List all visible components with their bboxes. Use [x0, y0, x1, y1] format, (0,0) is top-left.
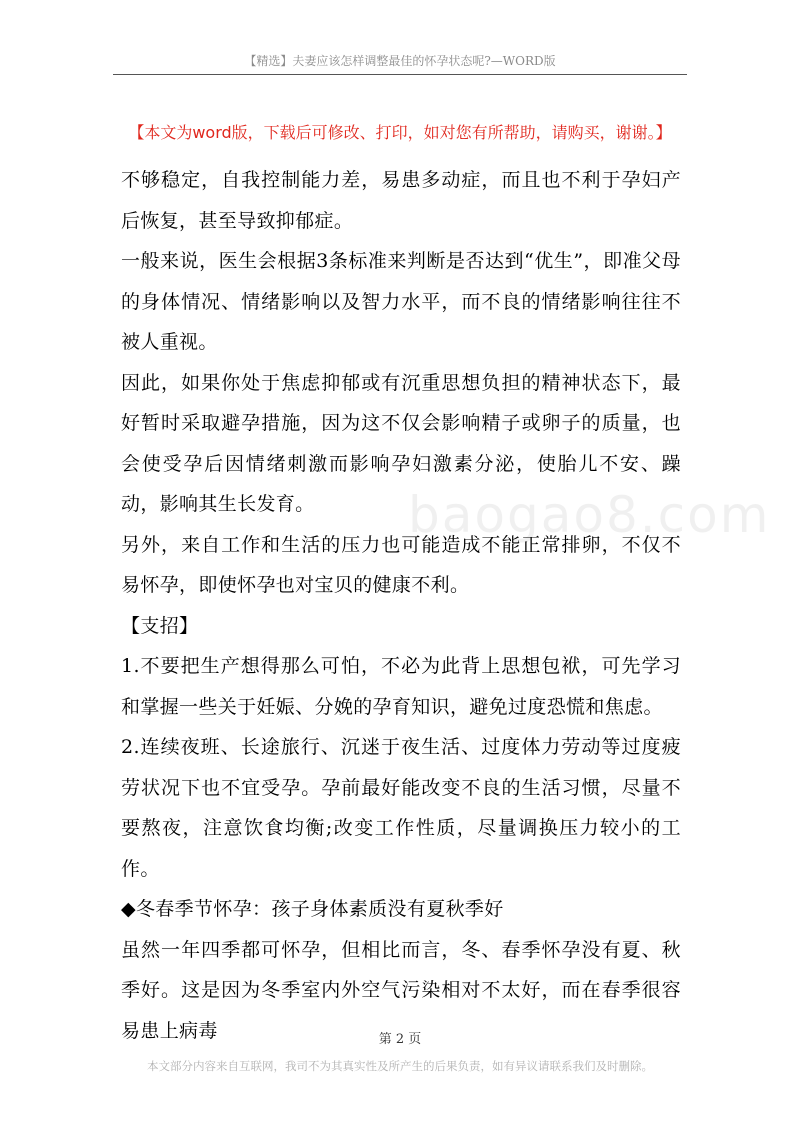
paragraph: 不够稳定，自我控制能力差，易患多动症，而且也不利于孕妇产后恢复，甚至导致抑郁症。	[121, 169, 681, 232]
paragraph: 一般来说，医生会根据3条标准来判断是否达到“优生”，即准父母的身体情况、情绪影响以及智力水平，而不良的情绪影响往往不被人重视。	[121, 250, 681, 353]
paragraph: 虽然一年四季都可怀孕，但相比而言，冬、春季怀孕没有夏、秋季好。这是因为冬季室内外空气污染相对不太好，而在春季很容易患上病毒	[121, 938, 681, 1042]
subsection-heading: ◆冬春季节怀孕：孩子身体素质没有夏秋季好	[121, 898, 504, 920]
page-number: 第 2 页	[378, 1032, 422, 1047]
watermark: baogao8.com	[408, 486, 771, 544]
purchase-notice: 【本文为word版，下载后可修改、打印，如对您有所帮助，请购买，谢谢。】	[128, 123, 672, 142]
document-body	[121, 160, 681, 1051]
list-item: 1.不要把生产想得那么可怕，不必为此背上思想包袱，可先学习和掌握一些关于妊娠、分娩的孕育知识，避免过度恐慌和焦虑。	[121, 655, 681, 718]
page-footer: 本文部分内容来自互联网，我司不为其真实性及所产生的后果负责，如有异议请联系我们及时删除。	[147, 1059, 653, 1073]
paragraph: 因此，如果你处于焦虑抑郁或有沉重思想负担的精神状态下，最好暂时采取避孕措施，因为这不仅会影响精子或卵子的质量，也会使受孕后因情绪刺激而影响孕妇激素分泌，使胎儿不安、躁动，影响其生长发育。	[121, 371, 681, 515]
page-header: 【精选】夫妻应该怎样调整最佳的怀孕状态呢?—WORD版	[244, 54, 556, 68]
list-item: 2.连续夜班、长途旅行、沉迷于夜生活、过度体力劳动等过度疲劳状况下也不宜受孕。孕前最好能改变不良的生活习惯，尽量不要熬夜，注意饮食均衡;改变工作性质，尽量调换压力较小的工作。	[121, 736, 681, 880]
paragraph: 另外，来自工作和生活的压力也可能造成不能正常排卵，不仅不易怀孕，即使怀孕也对宝贝的健康不利。	[121, 533, 681, 596]
section-heading: 【支招】	[121, 614, 199, 637]
header-divider	[113, 74, 687, 75]
